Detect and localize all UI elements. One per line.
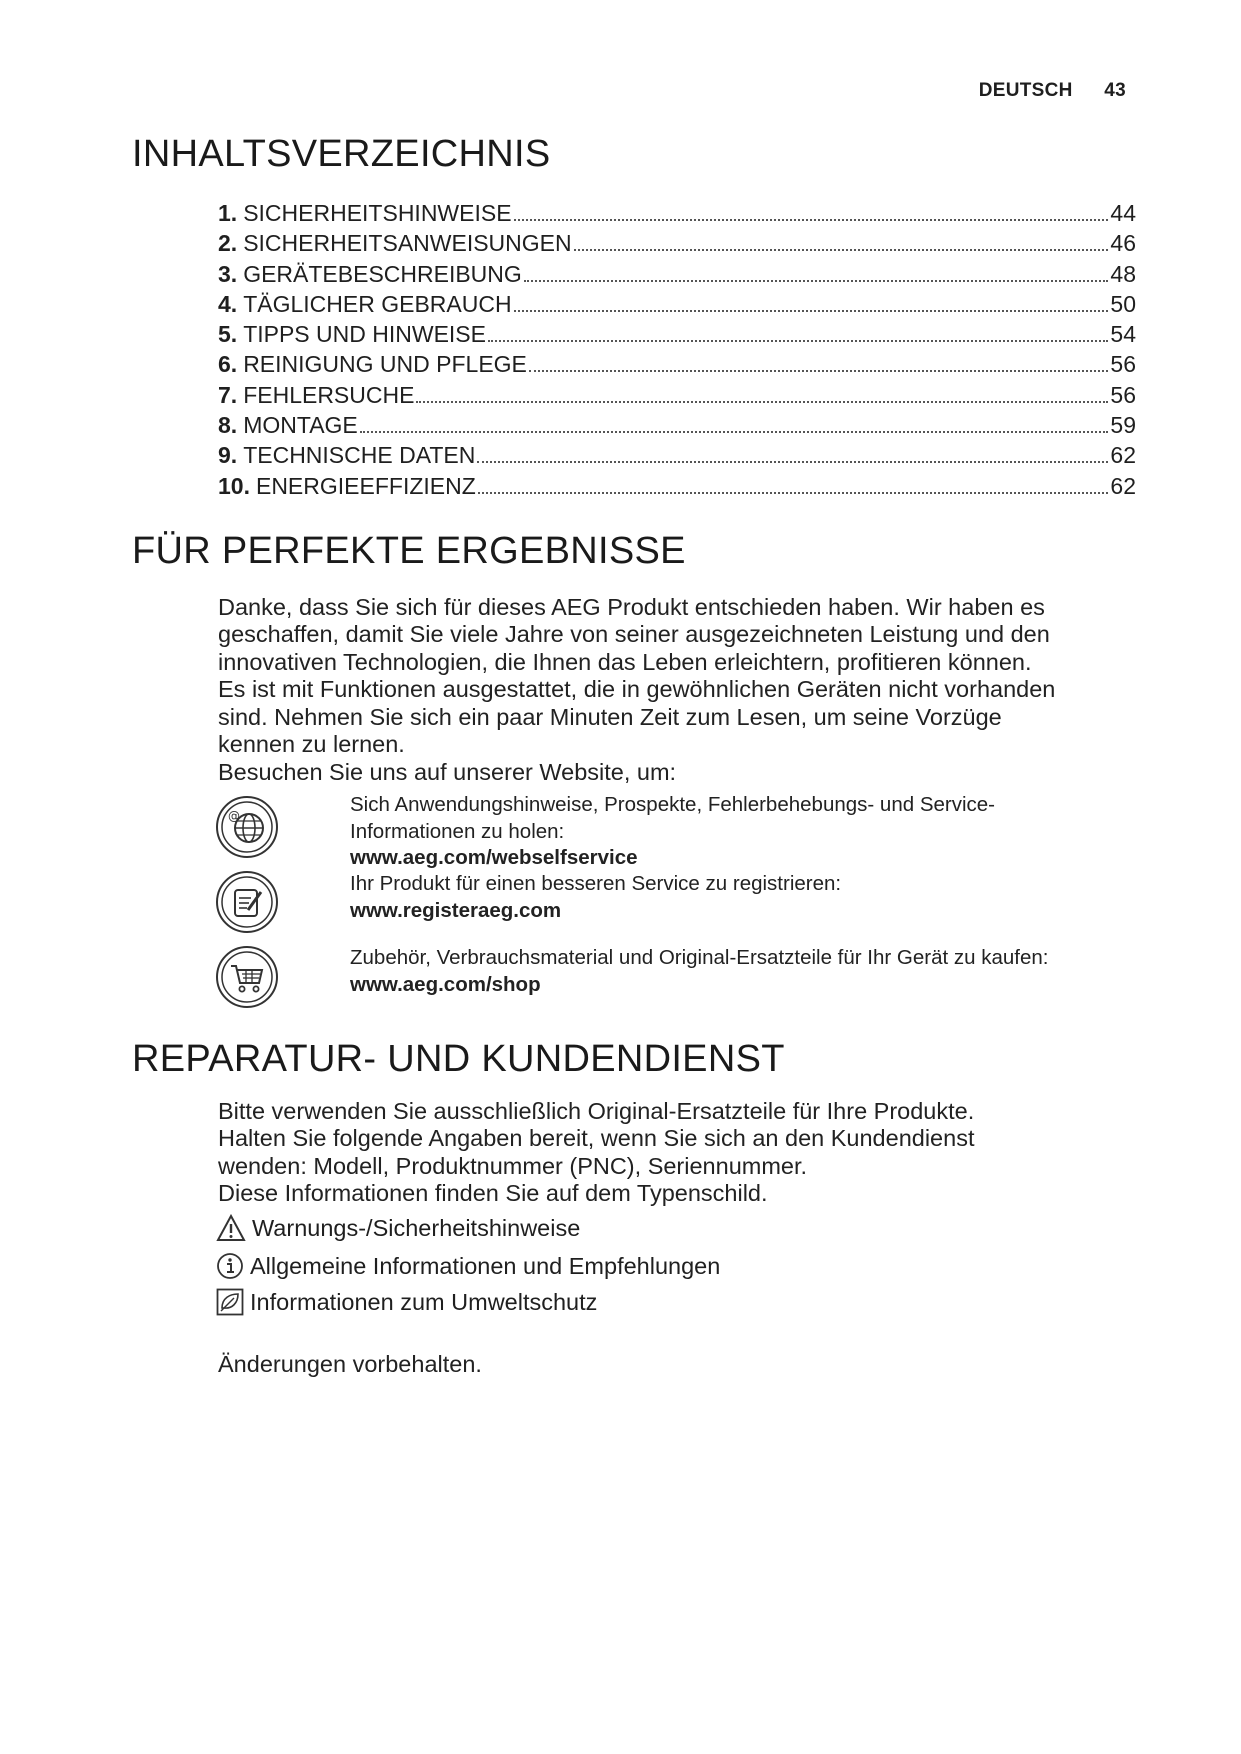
legend-label: Allgemeine Informationen und Empfehlungen — [250, 1253, 721, 1279]
repair-line: Diese Informationen finden Sie auf dem Typenschild. — [218, 1180, 768, 1207]
register-icon — [215, 870, 279, 934]
register-info — [350, 871, 1140, 924]
page-header — [979, 80, 1126, 102]
info-icon — [216, 1252, 244, 1280]
intro-paragraph — [218, 594, 1138, 758]
environment-icon — [216, 1288, 244, 1316]
svg-text:@: @ — [228, 809, 240, 823]
link-description: Informationen zu holen: — [350, 819, 565, 843]
toc-item[interactable] — [218, 410, 1136, 440]
toc-leader-dots — [488, 340, 1108, 342]
legend-environment — [216, 1287, 597, 1317]
toc-item-label: TÄGLICHER GEBRAUCH — [243, 290, 512, 317]
toc-title: INHALTSVERZEICHNIS — [132, 133, 551, 175]
toc-item-label: MONTAGE — [243, 412, 358, 439]
shop-info — [350, 945, 1140, 998]
perfect-results-title: FÜR PERFEKTE ERGEBNISSE — [132, 530, 686, 572]
toc-leader-dots — [360, 431, 1109, 433]
toc-item-page: 44 — [1110, 200, 1136, 226]
toc-item[interactable] — [218, 319, 1136, 349]
toc-item[interactable] — [218, 198, 1136, 228]
link-description: Zubehör, Verbrauchsmaterial und Original-Ersatzteile für Ihr Gerät zu kaufen: — [350, 946, 1049, 969]
toc-item-number: 8. — [218, 412, 238, 439]
toc-item-number: 4. — [218, 290, 238, 317]
repair-line: wenden: Modell, Produktnummer (PNC), Seriennummer. — [218, 1152, 808, 1179]
toc-leader-dots — [478, 492, 1109, 494]
toc-item-label: REINIGUNG UND PFLEGE — [243, 351, 527, 378]
language-label: DEUTSCH — [978, 80, 1073, 101]
toc-item-number: 2. — [218, 230, 238, 257]
toc-item-number: 9. — [218, 442, 238, 469]
toc-item[interactable] — [218, 259, 1136, 289]
toc-item-label: SICHERHEITSANWEISUNGEN — [243, 230, 572, 257]
toc-item-number: 1. — [218, 200, 238, 226]
toc-item-page: 62 — [1110, 442, 1136, 469]
toc-item-number: 5. — [218, 321, 238, 348]
page-number: 43 — [1104, 80, 1126, 101]
toc-item[interactable] — [218, 380, 1136, 410]
toc-item-label: GERÄTEBESCHREIBUNG — [243, 260, 522, 287]
toc-item[interactable] — [218, 289, 1136, 319]
repair-paragraph — [218, 1098, 1138, 1208]
toc-leader-dots — [529, 370, 1109, 372]
intro-line: sind. Nehmen Sie sich ein paar Minuten Zeit zum Lesen, um seine Vorzüge — [218, 703, 1002, 730]
toc-item-number: 6. — [218, 351, 238, 378]
toc-item-page: 56 — [1110, 351, 1136, 378]
toc-item-page: 50 — [1110, 290, 1136, 317]
intro-line: kennen zu lernen. — [218, 731, 405, 758]
intro-line: geschaffen, damit Sie viele Jahre von seiner ausgezeichneten Leistung und den — [218, 621, 1050, 648]
toc-item-number: 7. — [218, 381, 238, 408]
toc-item-number: 3. — [218, 260, 238, 287]
legend-label: Warnungs-/Sicherheitshinweise — [252, 1215, 581, 1241]
toc-leader-dots — [514, 219, 1109, 221]
toc-leader-dots — [514, 310, 1109, 312]
changes-reserved-note: Änderungen vorbehalten. — [218, 1351, 482, 1377]
intro-line: Es ist mit Funktionen ausgestattet, die in gewöhnlichen Geräten nicht vorhanden — [218, 676, 1056, 703]
intro-line: innovativen Technologien, die Ihnen das Leben erleichtern, profitieren können. — [218, 648, 1032, 675]
legend-info — [216, 1251, 720, 1281]
toc-leader-dots — [524, 280, 1109, 282]
toc-item-label: ENERGIEEFFIZIENZ — [255, 472, 476, 499]
toc-leader-dots — [574, 249, 1109, 251]
toc-leader-dots — [416, 401, 1108, 403]
toc-item-page: 54 — [1110, 321, 1136, 348]
toc-item[interactable] — [218, 228, 1136, 258]
toc-item-label: FEHLERSUCHE — [243, 381, 415, 408]
toc-item-page: 56 — [1110, 381, 1136, 408]
repair-line: Halten Sie folgende Angaben bereit, wenn Sie sich an den Kundendienst — [218, 1125, 975, 1152]
toc-item-page: 62 — [1110, 472, 1136, 499]
toc-item[interactable] — [218, 471, 1136, 501]
toc-leader-dots — [477, 461, 1108, 463]
toc-item-page: 48 — [1110, 260, 1136, 287]
legend-warning — [216, 1213, 580, 1243]
toc-item[interactable] — [218, 349, 1136, 379]
link-description: Ihr Produkt für einen besseren Service zu registrieren: — [350, 872, 842, 895]
shop-link[interactable]: www.aeg.com/shop — [350, 972, 541, 996]
webselfservice-info — [350, 792, 1140, 872]
intro-line: Danke, dass Sie sich für dieses AEG Produkt entschieden haben. Wir haben es — [218, 594, 1045, 620]
webselfservice-link[interactable]: www.aeg.com/webselfservice — [350, 846, 638, 869]
toc-item-page: 59 — [1110, 412, 1136, 439]
toc-item[interactable] — [218, 440, 1136, 470]
globe-icon — [215, 795, 279, 859]
toc-item-label: TECHNISCHE DATEN — [243, 442, 476, 469]
repair-service-title: REPARATUR- UND KUNDENDIENST — [132, 1038, 785, 1080]
toc-item-number: 10. — [218, 472, 250, 499]
toc-item-label: SICHERHEITSHINWEISE — [243, 200, 512, 226]
cart-icon — [215, 945, 279, 1009]
toc-item-label: TIPPS UND HINWEISE — [243, 321, 486, 348]
link-description: Sich Anwendungshinweise, Prospekte, Fehlerbehebungs- und Service- — [350, 793, 995, 816]
table-of-contents — [218, 198, 1136, 501]
visit-website-text: Besuchen Sie uns auf unserer Website, um: — [218, 759, 677, 785]
register-link[interactable]: www.registeraeg.com — [350, 898, 562, 922]
toc-item-page: 46 — [1110, 230, 1136, 257]
repair-line: Bitte verwenden Sie ausschließlich Original-Ersatzteile für Ihre Produkte. — [218, 1098, 975, 1124]
legend-label: Informationen zum Umweltschutz — [250, 1289, 598, 1315]
warning-icon — [216, 1214, 246, 1242]
